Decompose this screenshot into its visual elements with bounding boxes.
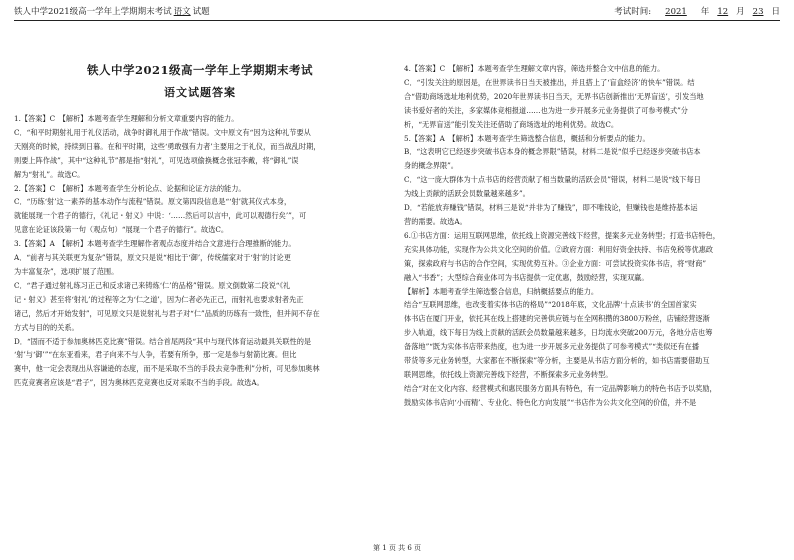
paragraph: C．“历练‘射’这一素养的基本动作与流程”错误。原文第四段信息是“‘射’就其仪式本身， — [14, 197, 292, 207]
exam-day: 23 — [752, 7, 764, 17]
paragraph: C．“君子通过射礼练习正己和反求诸己来铸炼‘仁’的品格”错误。原文倒数第二段说“《礼 — [14, 280, 291, 290]
paragraph: 诸己，然后才开始发射”，可见原文只是说射礼与君子对“仁”品质的历练有一致性，但并间不存在 — [14, 308, 320, 318]
exam-year: 2021 — [665, 7, 687, 17]
header-exam-time — [614, 4, 780, 20]
document-title: 铁人中学2021级高一学年上学期期末考试 — [86, 63, 313, 77]
paragraph: 赛中，他一定会表现出从容谦逊的态度，而不是采取不当的手段去竞争胜利”分析，可见参加奥林 — [14, 364, 320, 374]
paragraph: 6.①书店方面：运用互联网思维，依托线上资源完善线下经营，提案多元业务转型；打造书店特色， — [404, 230, 720, 240]
paragraph: 结合“对在文化内容、经营模式和惠民服务方面具有特色，有一定品牌影响力的特色书店予以奖励， — [404, 383, 717, 393]
header-suffix: 试题 — [192, 7, 210, 17]
paragraph: 匹克竞赛者应该是“君子”，因为奥林匹克竞赛也反对采取不当的手段。故选A。 — [14, 378, 264, 388]
paragraph: 读书爱好者的关注，多家媒体竞相报道……也为进一步开展多元业务提供了可参考模式”分 — [404, 105, 688, 115]
page-header — [14, 4, 780, 21]
right-column — [404, 62, 780, 410]
exam-month-unit: 月 — [736, 7, 745, 17]
paragraph: C．“和平时期射礼用于礼仪活动，战争时御礼用于作战”错误。文中原文有“因为这种礼节要从 — [14, 127, 311, 137]
paragraph: 合“借助商场选址地利优势，2020年世界读书日当天，无界书店创新推出‘无界盲送’，引发当地 — [404, 91, 704, 101]
paragraph: 天刚亮的时候，持续到日暮。在和平时期，这些‘勇敢强有力者’主要用之于礼仪，而当战乱时期， — [14, 141, 321, 151]
paragraph: D．“固而不适于参加奥林匹克比赛”错误。结合首尾两段“其中与现代体育运动最具关联性的是 — [14, 336, 312, 346]
paragraph: 析，“无界盲送”能引发关注还借助了商场选址的地利优势。故选C。 — [404, 119, 619, 129]
paragraph: 充实具体功能，实现作为公共文化空间的价值。②政府方面：利用好资金扶持、书店免税等优惠政 — [404, 244, 714, 254]
paragraph: 鼓励实体书店向‘小而精’、专业化、特色化方向发展”“书店作为公共文化空间的价值，并不是 — [404, 397, 697, 407]
exam-month: 12 — [717, 7, 729, 17]
paragraph: 为丰富复杂”，选项扩展了范围。 — [14, 266, 119, 276]
paragraph: 融入“书香”；大型综合商业体可为书店提供一定优惠，鼓励经营，实现双赢。 — [404, 272, 649, 282]
header-exam-name — [14, 4, 210, 20]
paragraph: ‘射’与‘御’”“在东亚看来，君子向来不与人争，若要有所争，那一定是参与射箭比赛。但比 — [14, 350, 297, 360]
paragraph: 则要上阵作战”，其中“这种礼节”都是指“射礼”，可见选项偷换概念张冠李戴，将“御礼”误 — [14, 155, 299, 165]
paragraph: C．“引发关注的原因是，在世界读书日当天被推出，并且搭上了‘盲盒经济’的快车”错误。结 — [404, 77, 695, 87]
paragraph: 带货等多元业务转型，大家都在不断探索”等分析，主要是从书店方面分析的，如书店需要借助互 — [404, 356, 710, 366]
exam-year-unit: 年 — [700, 7, 710, 17]
header-subject: 语文 — [173, 7, 191, 17]
paragraph: 4.【答案】C 【解析】本题考查学生理解文章内容，筛选并整合文中信息的能力。 — [404, 64, 665, 73]
paragraph: 解为“射礼”。故选C。 — [14, 169, 85, 179]
paragraph: 方式与目的的关系。 — [14, 322, 79, 332]
paragraph: 营的需要。故选A。 — [404, 216, 467, 226]
paragraph: 备落地”“既为实体书店带来热度，也为进一步开展多元业务提供了可参考模式”“类似还有在播 — [404, 342, 700, 352]
paragraph: C．“这一庞大群体为十点书店的经营贡献了相当数量的活跃会员”错误，材料二是说“线下每日 — [404, 175, 701, 185]
paragraph: 结合“互联网思维，也改变着实体书店的格局”“2018年底，文化品牌‘十点读书’的全国首家实 — [404, 300, 697, 310]
paragraph: 【解析】本题考查学生筛选整合信息，归纳概括要点的能力。 — [404, 286, 599, 296]
left-column — [14, 112, 386, 390]
paragraph: 身的概念界限”。 — [404, 161, 458, 171]
exam-time-label: 考试时间: — [614, 7, 652, 17]
paragraph: 联网思维，依托线上资源完善线下经营，不断探索多元业务转型。 — [404, 369, 613, 379]
paragraph: 1.【答案】C 【解析】本题考查学生理解和分析文章重要内容的能力。 — [14, 114, 239, 123]
exam-day-unit: 日 — [771, 7, 780, 17]
paragraph: 见意在论证该段第一句（观点句）“展现一个君子的德行”。故选C。 — [14, 225, 229, 235]
paragraph: 3.【答案】A 【解析】本题考查学生理解作者观点态度并结合文意进行合理推断的能力。 — [14, 239, 296, 249]
paragraph: 2.【答案】C 【解析】本题考查学生分析论点、论据和论证方法的能力。 — [14, 183, 246, 193]
paragraph: B．“这表明它已经逐步突破书店本身的概念界限”错误，材料二是说“似乎已经逐步突破书店本 — [404, 147, 701, 157]
paragraph: 就能展现一个君子的德行，《礼记・射义》中说：‘……然后可以言中，此可以观德行矣’”，可 — [14, 211, 307, 221]
document-subtitle: 语文试题答案 — [164, 86, 236, 99]
paragraph: 步入轨道，线下每日为线上贡献的活跃会员数量越来越多，日均流水突破200万元，各地分店也筹 — [404, 328, 713, 338]
paragraph: D．“若能放弃赚钱”错误，材料三是说“并非为了赚钱”，即不唯钱论，但赚钱也是维持基本运 — [404, 203, 698, 213]
paragraph: 策，探索政府与书店的合作空间，实现优势互补。③企业方面：可尝试投资实体书店，将“财商” — [404, 258, 707, 268]
paragraph: 体书店在厦门开业，依托其在线上搭建的完善供应链与在全网积攒的3800万粉丝，店铺经营逐渐 — [404, 314, 710, 324]
paragraph: 5.【答案】A 【解析】本题考查学生筛选整合信息，概括和分析要点的能力。 — [404, 133, 650, 143]
page-footer: 第 1 页 共 6 页 — [372, 544, 422, 552]
paragraph: 为线上贡献的活跃会员数量越来越多”。 — [404, 189, 530, 199]
paragraph: A．“前者与其关联更为复杂”错误，原文只是说“相比于‘御’，传统儒家对于‘射’的讨论更 — [14, 253, 291, 263]
paragraph: 记・射义》甚至将‘射礼’的过程等之为‘仁之道’，因为仁者必先正己，而射礼也要求射者先正 — [14, 294, 304, 304]
header-school-prefix: 铁人中学2021级高一学年上学期期末考试 — [14, 7, 172, 17]
